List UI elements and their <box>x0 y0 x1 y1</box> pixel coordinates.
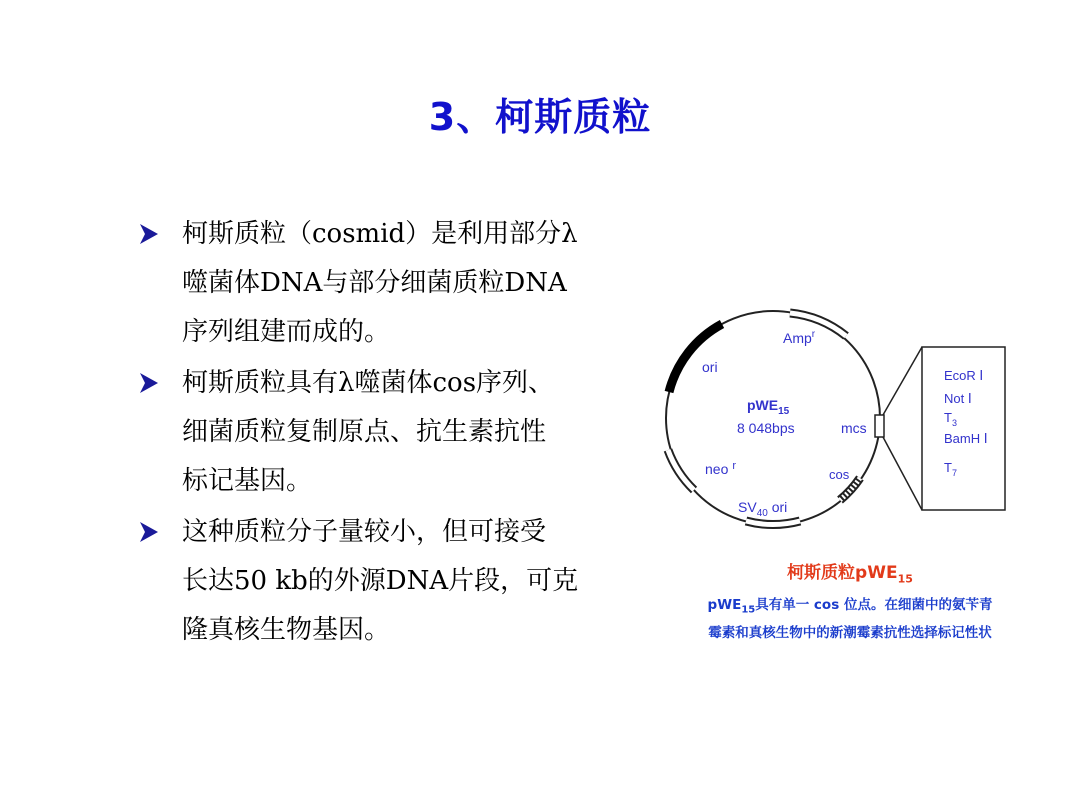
bullet-list <box>138 210 628 657</box>
arrow-bullet-icon <box>138 371 160 395</box>
plasmid-size: 8 048bps <box>737 420 795 436</box>
mcs-label: mcs <box>841 420 867 436</box>
mcs-segment <box>875 415 884 437</box>
bullet-line: 柯斯质粒具有λ噬菌体cos序列、 <box>182 368 555 398</box>
bullet-line: 序列组建而成的。 <box>182 317 391 347</box>
plasmid-name: pWE$_{15}$ <box>747 397 790 417</box>
bamh-label: BamH Ⅰ <box>944 431 988 446</box>
bullet-line: 隆真核生物基因。 <box>182 615 391 645</box>
amp-label: Amp$^r$ <box>783 329 816 346</box>
bullet-item <box>138 210 628 357</box>
arrow-bullet-icon <box>138 222 160 246</box>
arrow-bullet-icon <box>138 520 160 544</box>
t7-label: $T_7$ <box>944 460 957 478</box>
bullet-line: 噬菌体DNA与部分细菌质粒DNA <box>182 268 567 298</box>
bullet-item <box>138 359 628 506</box>
sv40-label: $SV_{40}$ ori <box>738 499 788 519</box>
bullet-line: 细菌质粒复制原点、抗生素抗性 <box>182 417 547 447</box>
bullet-item <box>138 508 628 655</box>
caption-line: 霉素和真核生物中的新潮霉素抗性选择标记性状 <box>708 624 992 641</box>
bullet-line: 标记基因。 <box>182 466 313 496</box>
neo-label: neo $^r$ <box>705 460 737 477</box>
bullet-line: 柯斯质粒（cosmid）是利用部分λ <box>182 219 578 249</box>
ori-label: ori <box>702 359 718 375</box>
plasmid-map <box>650 300 1050 550</box>
caption-line: pWE$_{15}$具有单一 cos 位点。在细菌中的氨苄青 <box>707 597 993 616</box>
ori-segment <box>669 324 722 392</box>
bullet-line: 这种质粒分子量较小，但可接受 <box>182 517 547 547</box>
t3-label: $T_3$ <box>944 410 957 428</box>
cos-label: cos <box>829 467 850 482</box>
not-label: Not Ⅰ <box>944 391 972 406</box>
bullet-line: 长达50 kb的外源DNA片段，可克 <box>182 566 579 596</box>
ecor-label: EcoR Ⅰ <box>944 368 984 383</box>
figure-caption-text <box>650 594 1050 645</box>
figure-caption-title: 柯斯质粒pWE$_{15}$ <box>787 563 913 586</box>
slide-title: 3、柯斯质粒 <box>428 95 652 139</box>
